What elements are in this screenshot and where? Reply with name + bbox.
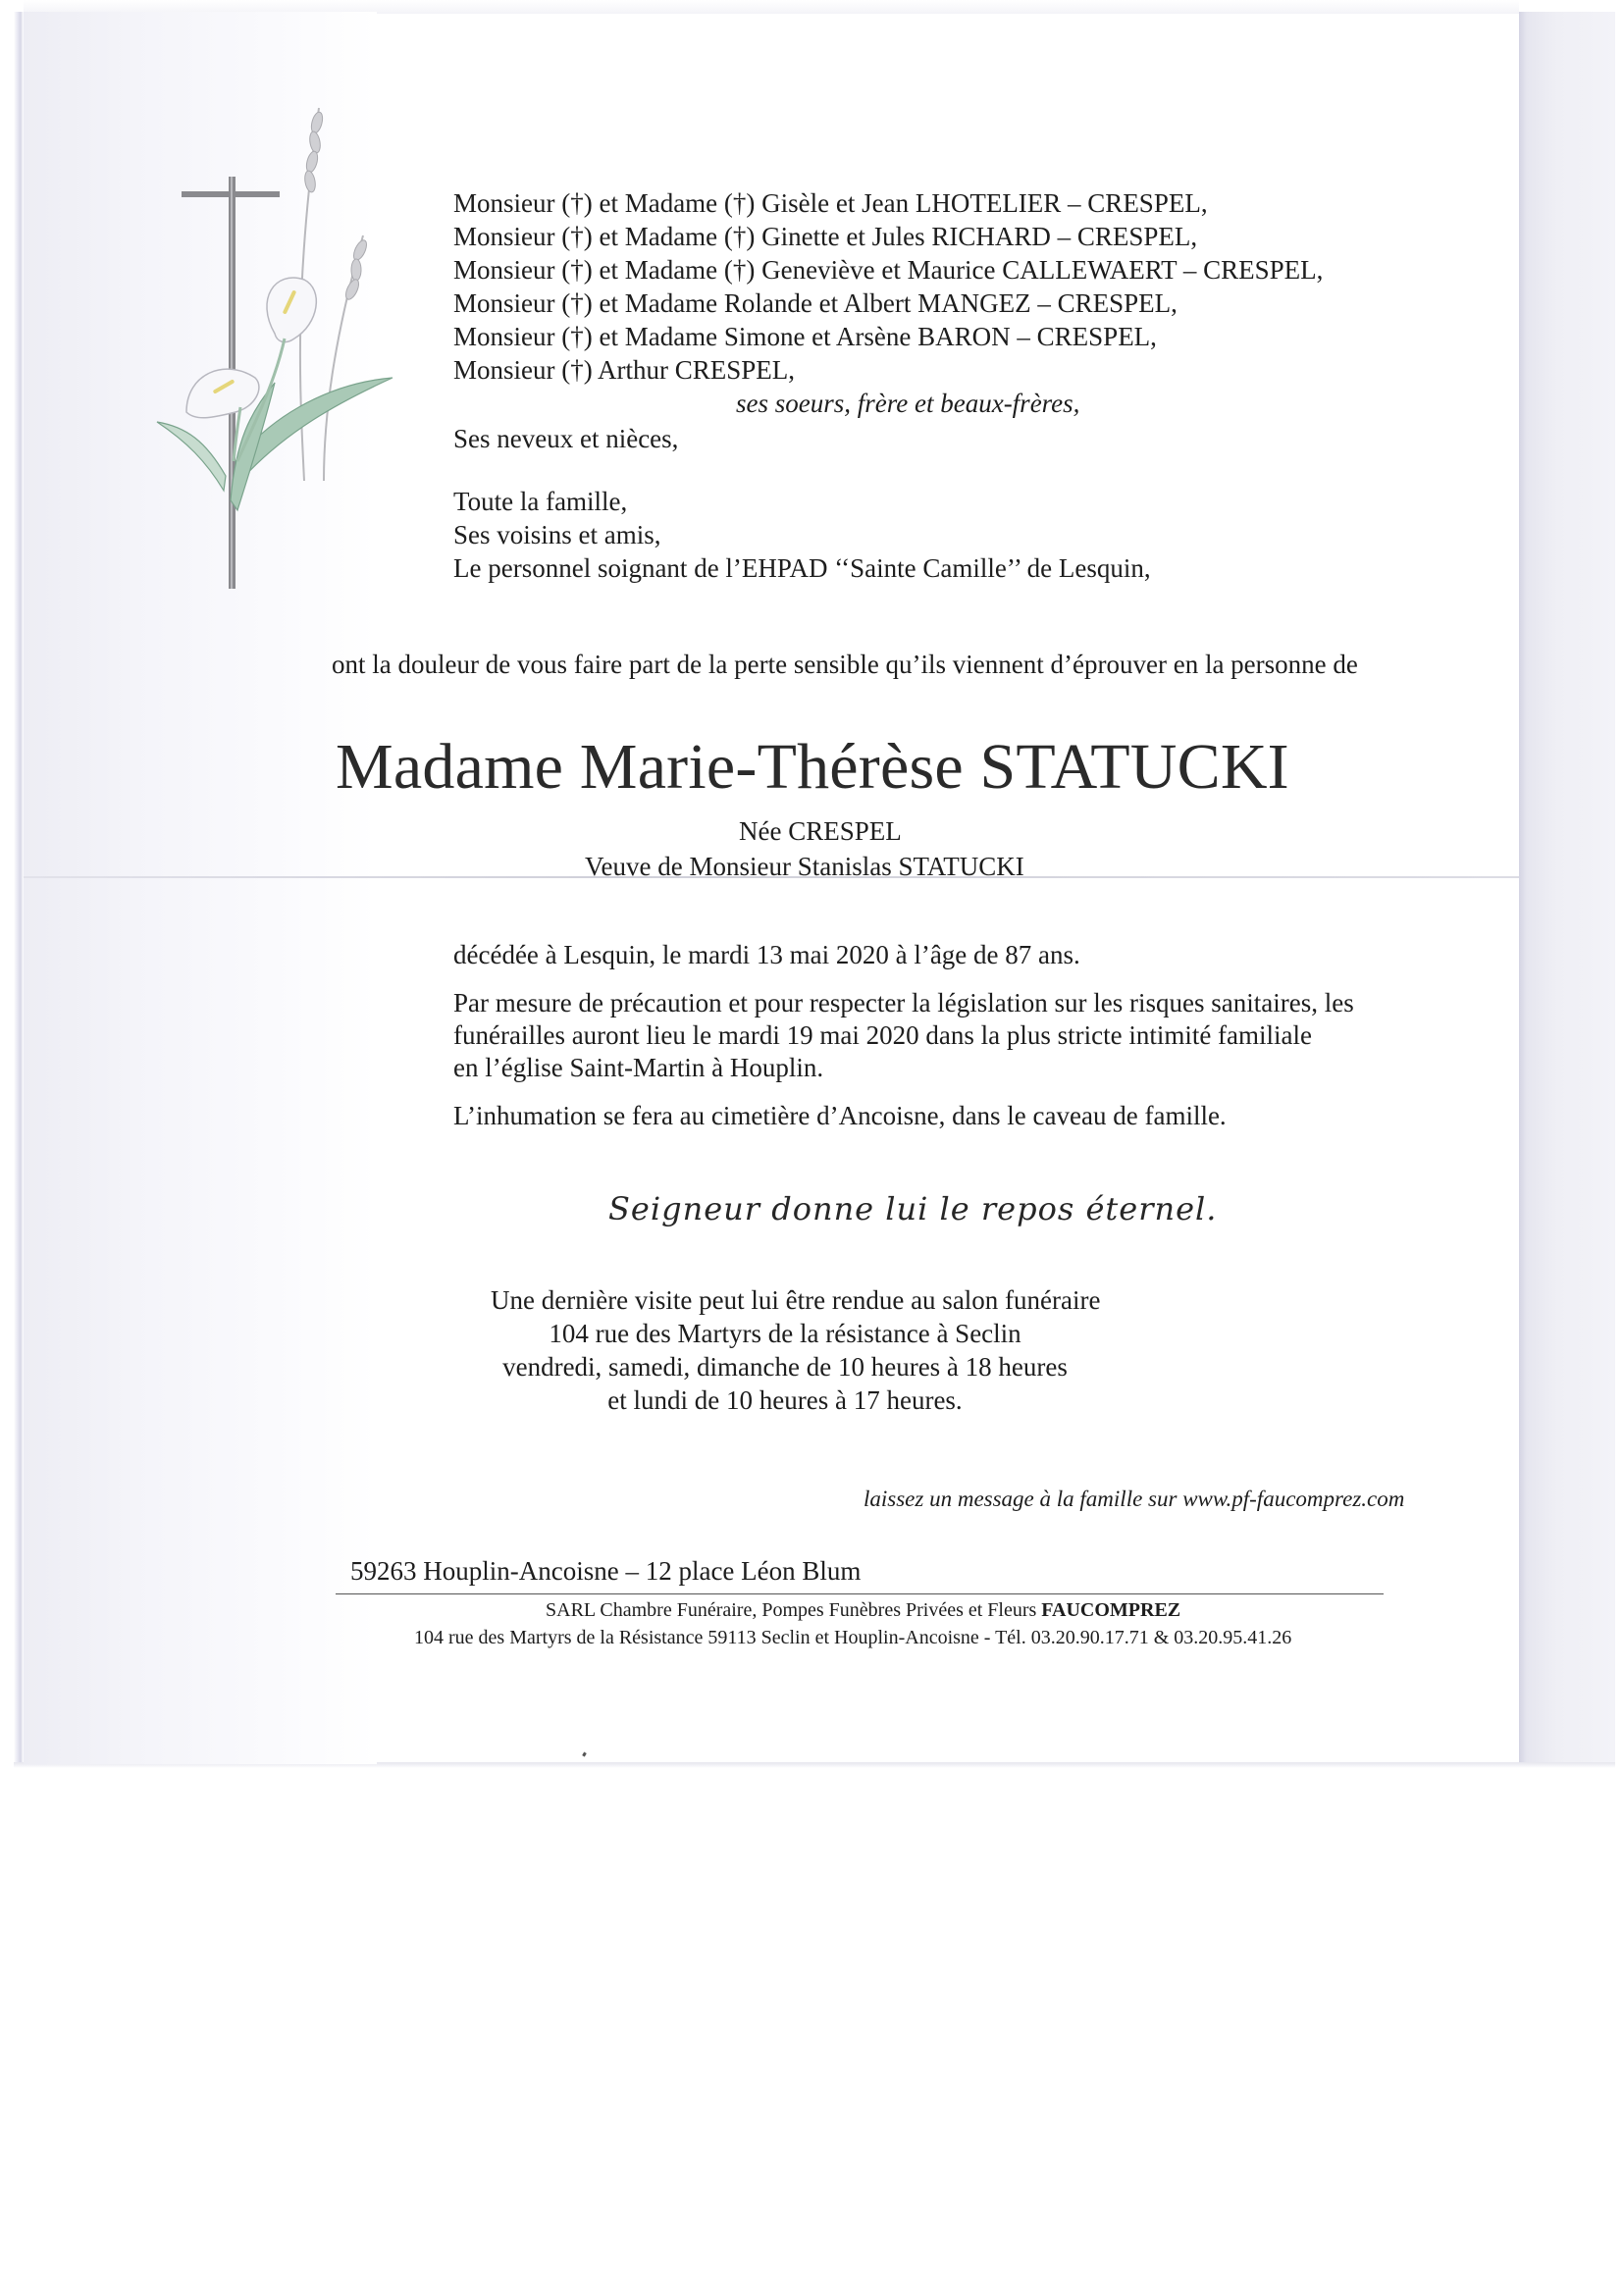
widow-of: Veuve de Monsieur Stanislas STATUCKI [585,852,1024,881]
ceremony-line: funérailles auront lieu le mardi 19 mai 2020 dans la plus stricte intimité familiale [453,1020,1313,1050]
company-prefix: SARL Chambre Funéraire, Pompes Funèbres Privées et Fleurs [546,1599,1037,1621]
siblings-relation: ses soeurs, frère et beaux-frères, [736,389,1080,418]
family-line: Monsieur (†) et Madame (†) Ginette et Jules RICHARD – CRESPEL, [453,222,1198,251]
funeral-company [546,1597,1180,1623]
prayer-line: Seigneur donne lui le repos éternel. [608,1190,1218,1227]
nephews-line: Ses neveux et nièces, [453,424,679,453]
cross-and-lily-illustration [128,88,422,589]
footer-divider [336,1593,1384,1594]
ceremony-details [453,987,1354,1084]
burial-notice: L’inhumation se fera au cimetière d’Ancoisne, dans le caveau de famille. [453,1101,1227,1130]
deceased-name: Madame Marie-Thérèse STATUCKI [336,731,1289,803]
company-name: FAUCOMPREZ [1041,1599,1181,1621]
visit-line: vendredi, samedi, dimanche de 10 heures à 18 heures [502,1352,1068,1382]
mourner-line: Toute la famille, [453,487,628,516]
family-address: 59263 Houplin-Ancoisne – 12 place Léon Blum [350,1556,862,1586]
ceremony-line: Par mesure de précaution et pour respecter la législation sur les risques sanitaires, les [453,988,1354,1018]
family-line: Monsieur (†) et Madame Simone et Arsène BARON – CRESPEL, [453,322,1157,351]
visit-line: 104 rue des Martyrs de la résistance à Seclin [549,1319,1021,1348]
online-message-note: laissez un message à la famille sur www.pf-faucomprez.com [864,1487,1405,1511]
scan-speck [582,1752,587,1757]
scan-left-edge [14,12,24,1764]
announcement-text: ont la douleur de vous faire part de la perte sensible qu’ils viennent d’éprouver en la personne de [332,650,1358,679]
other-mourners-list [453,485,1151,585]
maiden-name: Née CRESPEL [739,816,902,846]
scan-right-edge [1519,12,1615,1764]
family-line: Monsieur (†) Arthur CRESPEL, [453,355,795,385]
surviving-siblings-list [453,186,1323,420]
mourner-line: Le personnel soignant de l’EHPAD ‘‘Sainte Camille’’ de Lesquin, [453,553,1151,583]
visit-line: et lundi de 10 heures à 17 heures. [607,1385,963,1415]
mourner-line: Ses voisins et amis, [453,520,661,549]
visit-line: Une dernière visite peut lui être rendue au salon funéraire [491,1285,1101,1315]
family-line: Monsieur (†) et Madame Rolande et Albert MANGEZ – CRESPEL, [453,288,1178,318]
visitation-details [491,1283,1101,1417]
death-notice: décédée à Lesquin, le mardi 13 mai 2020 à l’âge de 87 ans. [453,940,1080,969]
company-address: 104 rue des Martyrs de la Résistance 59113 Seclin et Houplin-Ancoisne - Tél. 03.20.90.17.71 & 03.20.95.41.26 [414,1627,1292,1648]
lily-icon [186,278,316,418]
family-line: Monsieur (†) et Madame (†) Geneviève et Maurice CALLEWAERT – CRESPEL, [453,255,1324,285]
family-line: Monsieur (†) et Madame (†) Gisèle et Jean LHOTELIER – CRESPEL, [453,188,1208,218]
ceremony-line: en l’église Saint-Martin à Houplin. [453,1053,824,1082]
